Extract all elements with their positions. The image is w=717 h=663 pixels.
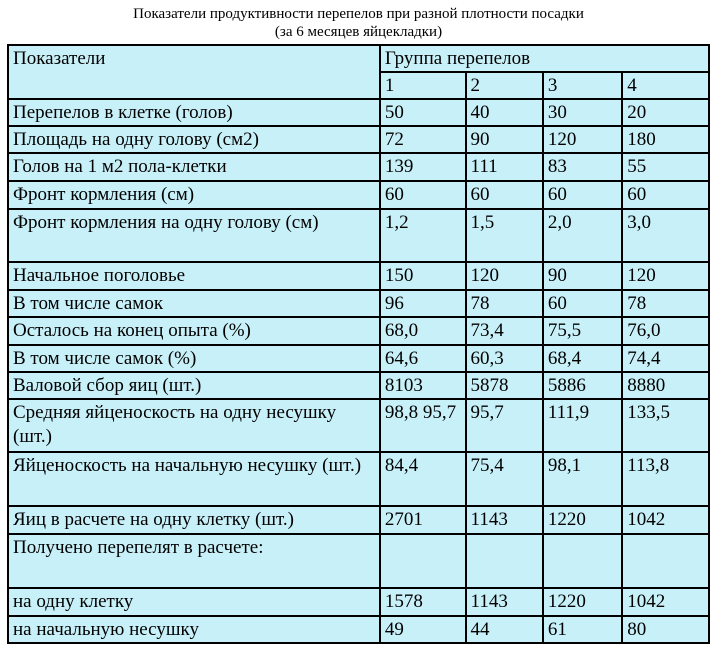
row-label: Средняя яйценоскость на одну несушку (шт.) [8, 399, 380, 452]
row-label: В том числе самок (%) [8, 345, 380, 372]
cell-group-3: 60 [543, 181, 622, 209]
cell-group-3: 1220 [543, 588, 622, 616]
cell-group-3: 2,0 [543, 209, 622, 262]
cell-group-2: 60,3 [466, 345, 543, 372]
cell-group-1: 50 [380, 99, 466, 126]
cell-group-4: 3,0 [622, 209, 709, 262]
cell-group-1: 139 [380, 153, 466, 181]
cell-group-4: 55 [622, 153, 709, 181]
cell-group-3: 90 [543, 262, 622, 290]
cell-group-2: 78 [466, 290, 543, 317]
cell-group-1: 1578 [380, 588, 466, 616]
cell-group-4: 78 [622, 290, 709, 317]
cell-group-3: 1220 [543, 506, 622, 534]
cell-group-2: 60 [466, 181, 543, 209]
cell-group-1: 84,4 [380, 452, 466, 506]
cell-group-3: 30 [543, 99, 622, 126]
row-label: Валовой сбор яиц (шт.) [8, 372, 380, 399]
cell-group-1: 60 [380, 181, 466, 209]
cell-group-2: 1,5 [466, 209, 543, 262]
table-subtitle: (за 6 месяцев яйцекладки) [274, 24, 443, 40]
cell-group-1: 8103 [380, 372, 466, 399]
cell-group-4: 180 [622, 126, 709, 153]
row-label: Осталось на конец опыта (%) [8, 317, 380, 345]
table-row [8, 372, 709, 399]
cell-group-4: 1042 [622, 506, 709, 534]
header-group-3: 3 [543, 72, 622, 99]
header-group: Группа перепелов [380, 45, 709, 72]
cell-group-2 [466, 534, 543, 588]
cell-group-2: 111 [466, 153, 543, 181]
table-row [8, 345, 709, 372]
cell-group-1 [380, 534, 466, 588]
cell-group-3: 75,5 [543, 317, 622, 345]
table-row [8, 99, 709, 126]
cell-group-4 [622, 534, 709, 588]
row-label: Перепелов в клетке (голов) [8, 99, 380, 126]
cell-group-3: 111,9 [543, 399, 622, 452]
cell-group-2: 1143 [466, 506, 543, 534]
header-group-1: 1 [380, 72, 466, 99]
row-label: Голов на 1 м2 пола-клетки [8, 153, 380, 181]
cell-group-3: 98,1 [543, 452, 622, 506]
cell-group-1: 96 [380, 290, 466, 317]
cell-group-4: 1042 [622, 588, 709, 616]
cell-group-2: 90 [466, 126, 543, 153]
header-group-2: 2 [466, 72, 543, 99]
cell-group-3: 68,4 [543, 345, 622, 372]
table-row [8, 290, 709, 317]
table-row [8, 616, 709, 643]
row-label: В том числе самок [8, 290, 380, 317]
productivity-table [7, 44, 710, 644]
table-row [8, 506, 709, 534]
table-row [8, 452, 709, 506]
table-row [8, 209, 709, 262]
cell-group-2: 40 [466, 99, 543, 126]
cell-group-4: 20 [622, 99, 709, 126]
cell-group-4: 76,0 [622, 317, 709, 345]
table-row [8, 153, 709, 181]
table-row [8, 262, 709, 290]
cell-group-1: 68,0 [380, 317, 466, 345]
header-indicator: Показатели [8, 45, 380, 99]
cell-group-2: 73,4 [466, 317, 543, 345]
cell-group-2: 1143 [466, 588, 543, 616]
table-title: Показатели продуктивности перепелов при разной плотности посадки [133, 6, 584, 22]
cell-group-4: 80 [622, 616, 709, 643]
cell-group-4: 60 [622, 181, 709, 209]
cell-group-1: 1,2 [380, 209, 466, 262]
row-label: Фронт кормления (см) [8, 181, 380, 209]
cell-group-1: 98,8 95,7 [380, 399, 466, 452]
row-label: на одну клетку [8, 588, 380, 616]
row-label: Площадь на одну голову (см2) [8, 126, 380, 153]
cell-group-3 [543, 534, 622, 588]
row-label: Получено перепелят в расчете: [8, 534, 380, 588]
row-label: на начальную несушку [8, 616, 380, 643]
cell-group-2: 95,7 [466, 399, 543, 452]
cell-group-1: 64,6 [380, 345, 466, 372]
cell-group-3: 120 [543, 126, 622, 153]
table-row [8, 317, 709, 345]
cell-group-2: 75,4 [466, 452, 543, 506]
table-row [8, 181, 709, 209]
cell-group-4: 8880 [622, 372, 709, 399]
row-label: Фронт кормления на одну голову (см) [8, 209, 380, 262]
cell-group-1: 2701 [380, 506, 466, 534]
cell-group-2: 44 [466, 616, 543, 643]
table-row [8, 534, 709, 588]
row-label: Начальное поголовье [8, 262, 380, 290]
cell-group-1: 150 [380, 262, 466, 290]
table-row [8, 588, 709, 616]
table-row [8, 126, 709, 153]
row-label: Яиц в расчете на одну клетку (шт.) [8, 506, 380, 534]
cell-group-3: 83 [543, 153, 622, 181]
cell-group-4: 74,4 [622, 345, 709, 372]
cell-group-3: 61 [543, 616, 622, 643]
cell-group-2: 120 [466, 262, 543, 290]
cell-group-1: 72 [380, 126, 466, 153]
cell-group-4: 120 [622, 262, 709, 290]
table-row [8, 399, 709, 452]
header-group-4: 4 [622, 72, 709, 99]
cell-group-3: 5886 [543, 372, 622, 399]
cell-group-4: 133,5 [622, 399, 709, 452]
cell-group-1: 49 [380, 616, 466, 643]
cell-group-2: 5878 [466, 372, 543, 399]
row-label: Яйценоскость на начальную несушку (шт.) [8, 452, 380, 506]
cell-group-4: 113,8 [622, 452, 709, 506]
cell-group-3: 60 [543, 290, 622, 317]
